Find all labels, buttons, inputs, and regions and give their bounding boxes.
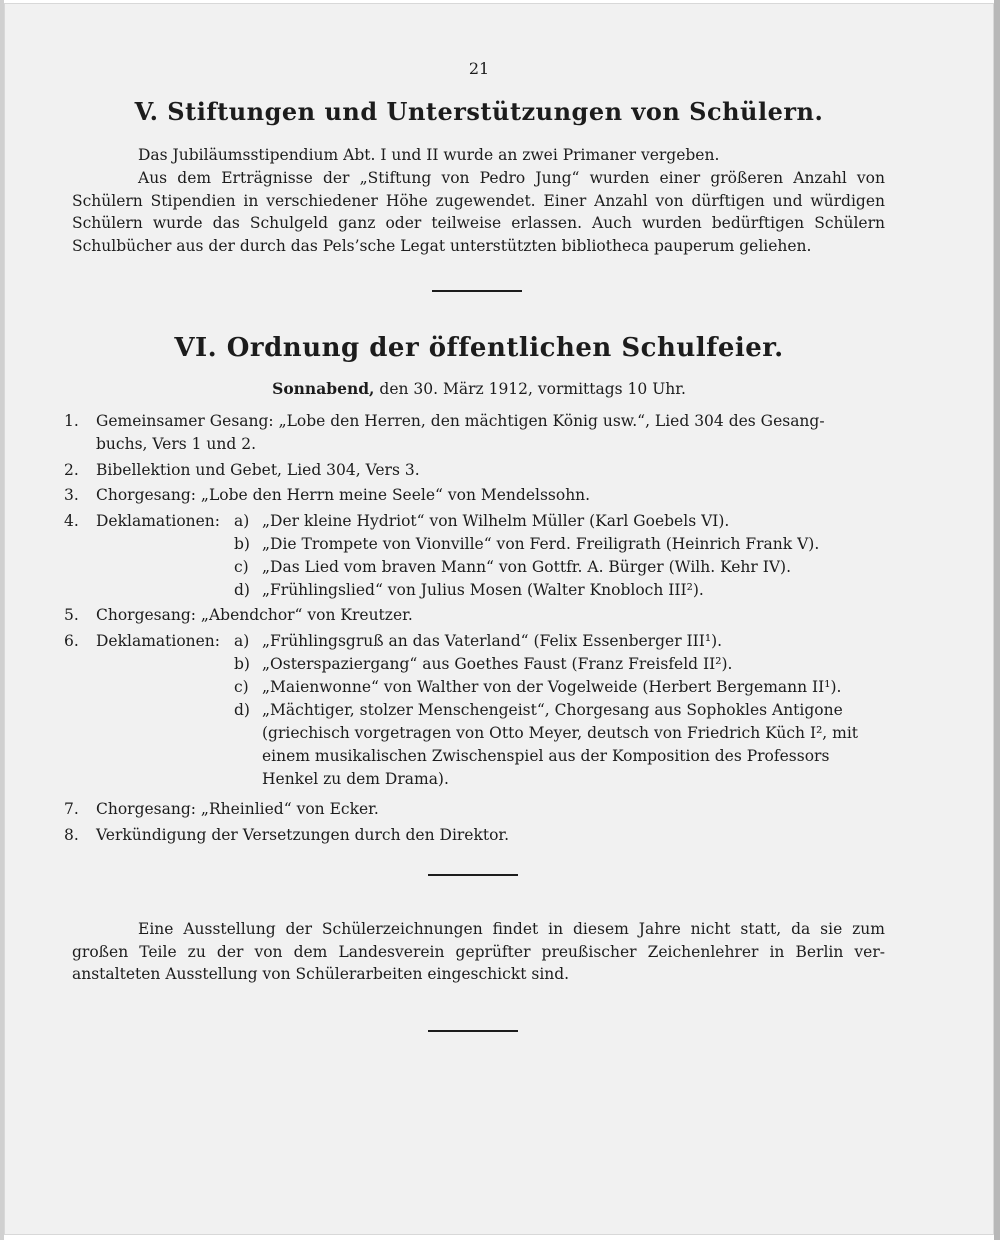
- event-day: Sonnabend,: [272, 379, 375, 398]
- section-divider: [428, 874, 518, 876]
- closing-line: anstalteten Ausstellung von Schülerarbeiten eingeschickt sind.: [72, 965, 570, 983]
- item-text: einem musikalischen Zwischenspiel aus der Komposition des Professors: [262, 747, 830, 765]
- sub-letter: c): [234, 678, 249, 696]
- program-item-6d-line-3: [262, 747, 887, 765]
- item-number: 6.: [64, 632, 79, 650]
- program-item-3: [64, 486, 894, 504]
- document-page: [4, 3, 994, 1235]
- item-label: Deklamationen:: [96, 632, 221, 650]
- program-item-1: [64, 412, 894, 430]
- section-6-heading: VI. Ordnung der öffentlichen Schulfeier.: [174, 333, 784, 363]
- paragraph-2-line: Aus dem Erträgnisse der „Stiftung von Pedro Jung“ wurden einer größeren Anzahl von: [138, 169, 885, 187]
- item-text: „Der kleine Hydriot“ von Wilhelm Müller (Karl Goebels VI).: [262, 512, 730, 530]
- program-item-8: [64, 826, 894, 844]
- item-text: Chorgesang: „Rheinlied“ von Ecker.: [96, 800, 379, 818]
- program-item-5: [64, 606, 894, 624]
- section-divider: [432, 290, 522, 292]
- item-text: Bibellektion und Gebet, Lied 304, Vers 3.: [96, 461, 420, 479]
- program-item-6a: [64, 632, 894, 650]
- program-item-6d: [234, 701, 894, 719]
- sub-letter: d): [234, 701, 250, 719]
- item-text: Chorgesang: „Abendchor“ von Kreutzer.: [96, 606, 413, 624]
- section-5-heading: V. Stiftungen und Unterstützungen von Schülern.: [134, 97, 824, 126]
- item-number: 7.: [64, 800, 79, 818]
- item-number: 4.: [64, 512, 79, 530]
- item-text: (griechisch vorgetragen von Otto Meyer, deutsch von Friedrich Küch I², mit: [262, 724, 859, 742]
- scan-right-edge: [994, 0, 1000, 1240]
- program-item-6d-line-4: [262, 770, 1000, 788]
- item-number: 3.: [64, 486, 79, 504]
- program-item-4d: [234, 581, 1000, 599]
- section-divider: [428, 1030, 518, 1032]
- sub-letter: d): [234, 581, 250, 599]
- closing-line: großen Teile zu der von dem Landesverein geprüfter preußischer Zeichenlehrer in Berlin ver-: [72, 942, 885, 961]
- item-text: Henkel zu dem Drama).: [262, 770, 449, 788]
- sub-letter: b): [234, 535, 250, 553]
- item-text: „Maienwonne“ von Walther von der Vogelweide (Herbert Bergemann II¹).: [262, 678, 842, 696]
- sub-letter: a): [234, 632, 250, 650]
- event-date: [4, 379, 954, 398]
- item-text: Gemeinsamer Gesang: „Lobe den Herren, den mächtigen König usw.“, Lied 304 des Gesang-: [96, 412, 825, 430]
- item-number: 1.: [64, 412, 79, 430]
- item-text: „Mächtiger, stolzer Menschengeist“, Chorgesang aus Sophokles Antigone: [262, 701, 843, 719]
- section-5-paragraph-2: [72, 167, 885, 257]
- event-date-text: den 30. März 1912, vormittags 10 Uhr.: [379, 380, 686, 398]
- program-item-6c: [234, 678, 1000, 696]
- item-text: „Osterspaziergang“ aus Goethes Faust (Franz Freisfeld II²).: [262, 655, 733, 673]
- program-item-7: [64, 800, 894, 818]
- program-item-4b: [234, 535, 1000, 553]
- paragraph-2-line: Schulbücher aus der durch das Pels’sche Legat unterstützten bibliotheca pauperum geliehen.: [72, 236, 812, 255]
- sub-letter: c): [234, 558, 249, 576]
- paragraph-2-line: Schülern Stipendien in verschiedener Höhe zugewendet. Einer Anzahl von dürftigen und würdigen: [72, 191, 885, 210]
- program-item-6d-line-2: [262, 724, 887, 742]
- item-text: buchs, Vers 1 und 2.: [96, 435, 257, 453]
- program-item-4c: [234, 558, 1000, 576]
- section-5-paragraph-1-text: Das Jubiläumsstipendium Abt. I und II wurde an zwei Primaner vergeben.: [138, 146, 720, 164]
- item-text: „Frühlingslied“ von Julius Mosen (Walter Knobloch III²).: [262, 581, 704, 599]
- program-item-1-continuation: [96, 435, 926, 453]
- item-label: Deklamationen:: [96, 512, 221, 530]
- item-number: 2.: [64, 461, 79, 479]
- item-text: „Die Trompete von Vionville“ von Ferd. Freiligrath (Heinrich Frank V).: [262, 535, 820, 553]
- section-5-paragraph-1: [72, 144, 885, 167]
- sub-letter: b): [234, 655, 250, 673]
- sub-letter: a): [234, 512, 250, 530]
- program-item-6b: [234, 655, 1000, 673]
- program-item-2: [64, 461, 894, 479]
- item-number: 8.: [64, 826, 79, 844]
- item-text: „Das Lied vom braven Mann“ von Gottfr. A. Bürger (Wilh. Kehr IV).: [262, 558, 792, 576]
- program-item-4a: [64, 512, 894, 530]
- closing-line: Eine Ausstellung der Schülerzeichnungen findet in diesem Jahre nicht statt, da sie zum: [138, 920, 885, 938]
- closing-paragraph: [72, 918, 885, 986]
- item-text: Chorgesang: „Lobe den Herrn meine Seele“ von Mendelssohn.: [96, 486, 591, 504]
- item-number: 5.: [64, 606, 79, 624]
- item-text: „Frühlingsgruß an das Vaterland“ (Felix Essenberger III¹).: [262, 632, 723, 650]
- page-number: 21: [468, 59, 490, 78]
- item-text: Verkündigung der Versetzungen durch den Direktor.: [96, 826, 510, 844]
- paragraph-2-line: Schülern wurde das Schulgeld ganz oder teilweise erlassen. Auch wurden bedürftigen Schülern: [72, 214, 885, 232]
